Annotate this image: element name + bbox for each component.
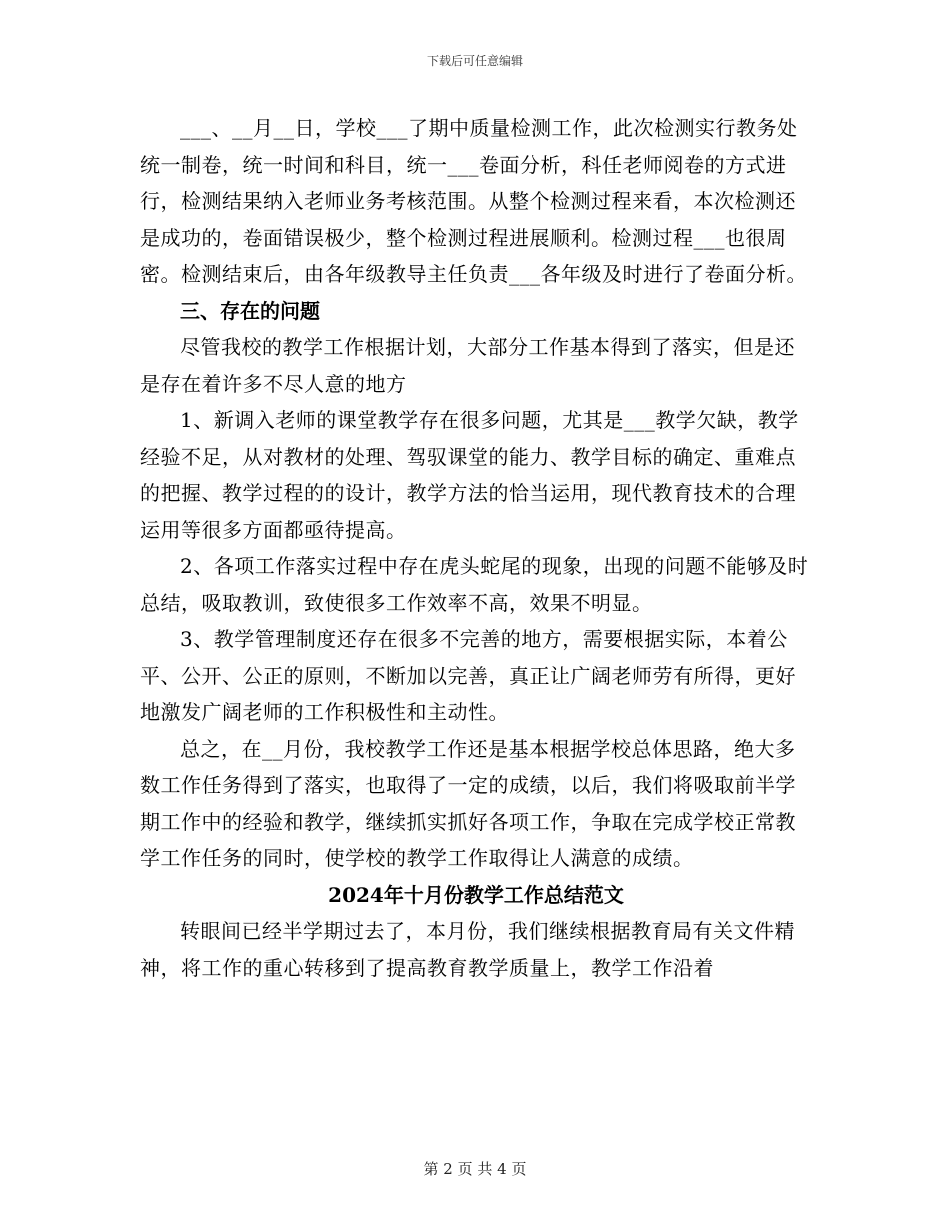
- page-footer: 第 2 页 共 4 页: [423, 1160, 527, 1178]
- paragraph-exam-summary: ___、__月__日，学校___了期中质量检测工作，此次检测实行教务处统一制卷，统一时间和科目，统一___卷面分析，科任老师阅卷的方式进行，检测结果纳入老师业务考核范围。从整个检测过程来看，本次检测还是成功的，卷面错误极少，整个检测过程进展顺利。检测过程___也很周密。检测结束后，由各年级教导主任负责___各年级及时进行了卷面分析。: [140, 116, 807, 286]
- document-body: [140, 110, 812, 986]
- paragraph-conclusion: 总之，在__月份，我校教学工作还是基本根据学校总体思路，绝大多数工作任务得到了落实，也取得了一定的成绩，以后，我们将吸取前半学期工作中的经验和教学，继续抓实抓好各项工作，争取在完成学校正常教学工作任务的同时，使学校的教学工作取得让人满意的成绩。: [140, 736, 796, 870]
- section-heading-problems: 三、存在的问题: [180, 298, 320, 323]
- paragraph-problem-2: 2、各项工作落实过程中存在虎头蛇尾的现象，出现的问题不能够及时总结，吸取教训，致使很多工作效率不高，效果不明显。: [140, 554, 809, 615]
- page-header: 下载后可任意编辑: [426, 54, 523, 68]
- document-title: 2024年十月份教学工作总结范文: [328, 882, 624, 907]
- paragraph-problems-intro: 尽管我校的教学工作根据计划，大部分工作基本得到了落实，但是还是存在着许多不尽人意的地方: [140, 335, 795, 396]
- paragraph-problem-3: 3、教学管理制度还存在很多不完善的地方，需要根据实际，本着公平、公开、公正的原则，不断加以完善，真正让广阔老师劳有所得，更好地激发广阔老师的工作积极性和主动性。: [140, 627, 796, 724]
- paragraph-problem-1: 1、新调入老师的课堂教学存在很多问题，尤其是___教学欠缺，教学经验不足，从对教材的处理、驾驭课堂的能力、教学目标的确定、重难点的把握、教学过程的的设计，教学方法的恰当运用，现代教育技术的合理运用等很多方面都亟待提高。: [140, 408, 799, 542]
- paragraph-new-article-intro: 转眼间已经半学期过去了，本月份，我们继续根据教育局有关文件精神，将工作的重心转移到了提高教育教学质量上，教学工作沿着: [140, 919, 795, 980]
